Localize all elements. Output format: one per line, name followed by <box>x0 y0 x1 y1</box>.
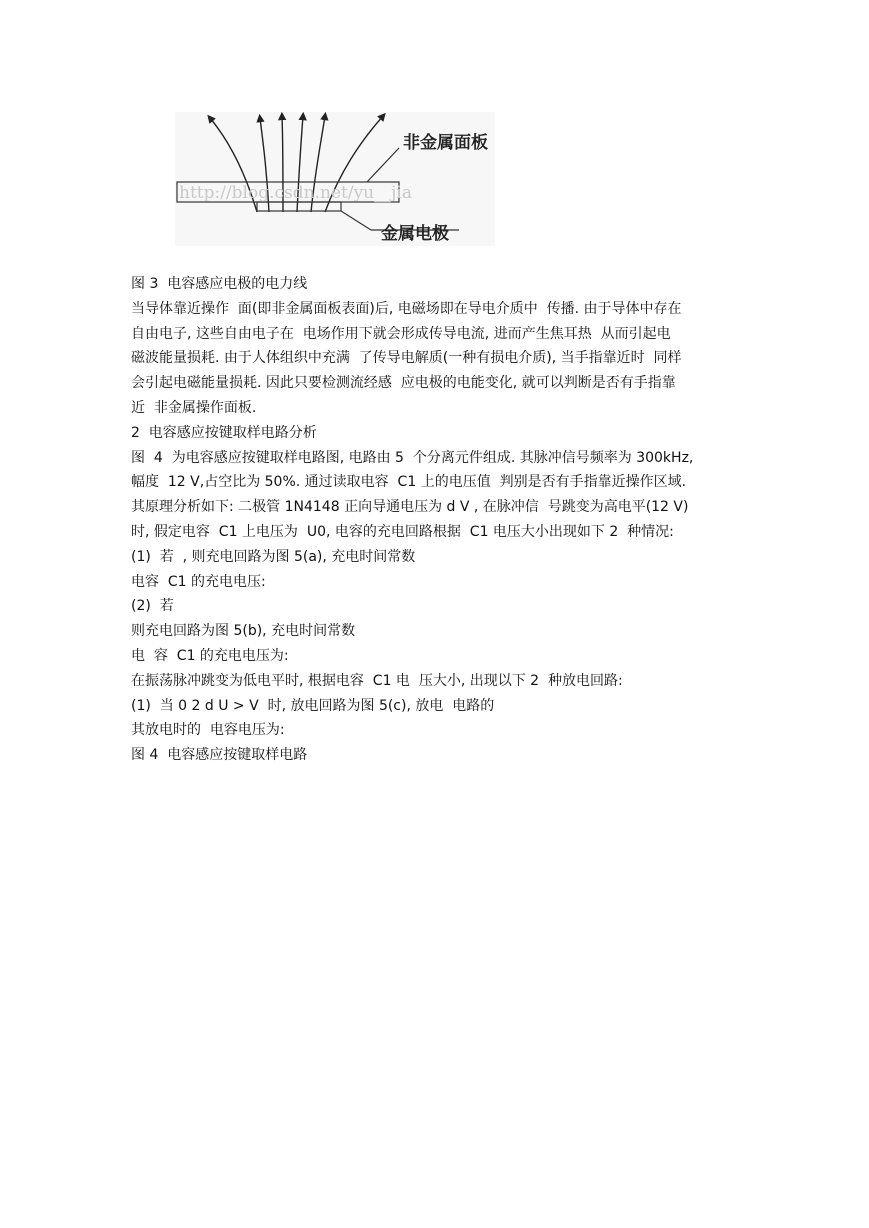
caption-figure-3: 图 3 电容感应电极的电力线 <box>131 276 308 292</box>
paragraph-line: (1) 当 0 2 d U > V 时, 放电回路为图 5(c), 放电 电路的 <box>131 697 495 714</box>
electric-field-lines-figure <box>175 112 495 246</box>
paragraph-line: 电 容 C1 的充电电压为: <box>131 647 289 664</box>
paragraph-line: 磁波能量损耗. 由于人体组织中充满 了传导电解质(一种有损电介质), 当手指靠近时 同样 <box>131 350 682 367</box>
watermark-text: http://blog.csdn.net/yu__jia <box>179 183 412 203</box>
paragraph-line: 时, 假定电容 C1 上电压为 U0, 电容的充电回路根据 C1 电压大小出现如下 2 种情况: <box>131 523 674 540</box>
caption-figure-4: 图 4 电容感应按键取样电路 <box>131 747 308 764</box>
paragraph-line: 在振荡脉冲跳变为低电平时, 根据电容 C1 电 压大小, 出现以下 2 种放电回路: <box>131 672 623 689</box>
paragraph-line: 图 4 为电容感应按键取样电路图, 电路由 5 个分离元件组成. 其脉冲信号频率为 300kHz, <box>131 449 694 466</box>
paragraph-line: 近 非金属操作面板. <box>131 399 257 416</box>
paragraph-line: 自由电子, 这些自由电子在 电场作用下就会形成传导电流, 进而产生焦耳热 从而引起电 <box>131 325 671 342</box>
document-body <box>131 272 741 768</box>
paragraph-line: 其放电时的 电容电压为: <box>131 722 285 739</box>
paragraph-line: (2) 若 <box>131 598 174 615</box>
paragraph-line: 电容 C1 的充电电压: <box>131 573 266 590</box>
paragraph-line: 其原理分析如下: 二极管 1N4148 正向导通电压为 d V , 在脉冲信 号跳变为高电平(12 V) <box>131 499 689 516</box>
label-metal-electrode: 金属电极 <box>381 224 449 244</box>
paragraph-line: 当导体靠近操作 面(即非金属面板表面)后, 电磁场即在导电介质中 传播. 由于导体中存在 <box>131 300 682 317</box>
section-heading: 2 电容感应按键取样电路分析 <box>131 424 317 441</box>
paragraph-line: 幅度 12 V,占空比为 50%. 通过读取电容 C1 上的电压值 判别是否有手指靠近操作区域. <box>131 474 687 491</box>
label-non-metal-panel: 非金属面板 <box>403 133 488 153</box>
paragraph-line: 会引起电磁能量损耗. 因此只要检测流经感 应电极的电能变化, 就可以判断是否有手指靠 <box>131 375 676 392</box>
paragraph-line: (1) 若 , 则充电回路为图 5(a), 充电时间常数 <box>131 548 416 565</box>
paragraph-line: 则充电回路为图 5(b), 充电时间常数 <box>131 623 356 640</box>
